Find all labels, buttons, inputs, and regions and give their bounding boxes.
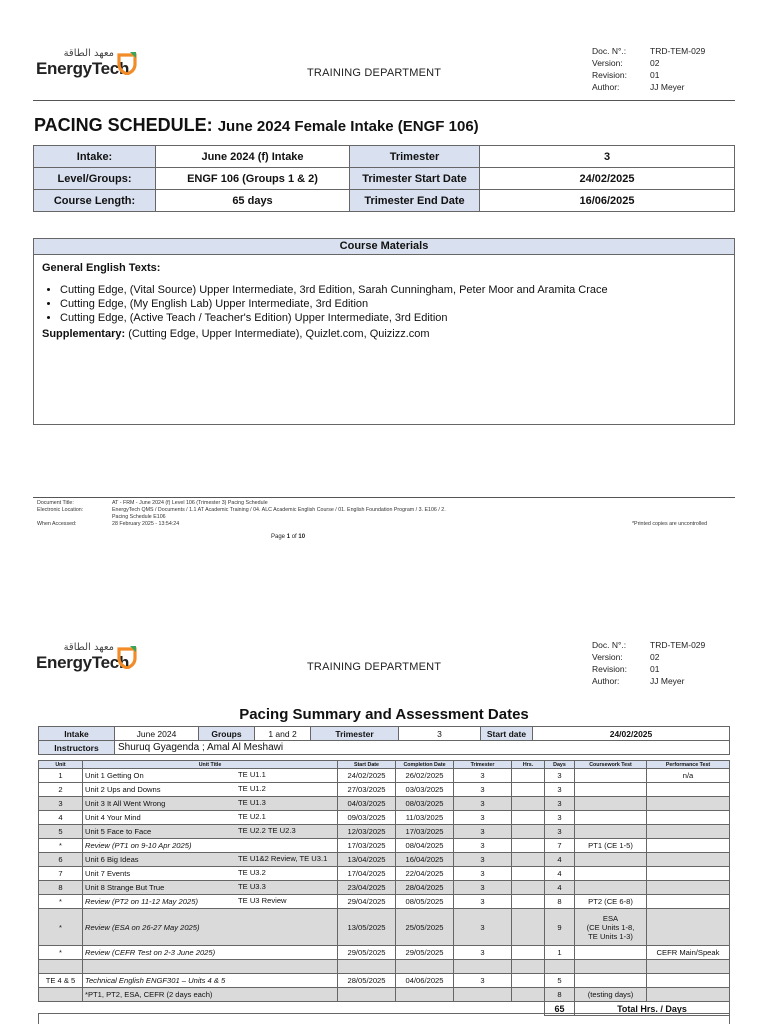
unit-cell: * <box>39 895 83 909</box>
days-cell: 4 <box>545 853 575 867</box>
doc-meta <box>592 46 730 92</box>
hours-cell <box>512 797 545 811</box>
hours-cell <box>512 867 545 881</box>
unit-title: Review (PT2 on 11-12 May 2025) <box>85 897 198 906</box>
column-header: Unit <box>39 761 83 769</box>
trimester-cell: 3 <box>454 839 512 853</box>
trimester-cell: 3 <box>454 909 512 946</box>
days-cell: 4 <box>545 881 575 895</box>
unit-title: Unit 1 Getting On <box>85 771 144 780</box>
trimester-label: Trimester <box>350 146 480 168</box>
unit-title: Unit 8 Strange But True <box>85 883 165 892</box>
start-date-cell <box>338 960 396 974</box>
start-date-cell: 28/05/2025 <box>338 974 396 988</box>
supplementary-label: Supplementary: <box>42 328 126 340</box>
unit-cell: 8 <box>39 881 83 895</box>
start-date-cell: 17/03/2025 <box>338 839 396 853</box>
meta-label: Doc. N°.: <box>592 640 627 650</box>
teacher-edition-ref: TE U1.2 <box>238 784 266 793</box>
column-header: Performance Test <box>647 761 730 769</box>
footer-label: When Accessed: <box>37 521 77 527</box>
performance-test-cell <box>647 811 730 825</box>
footer-label: Document Title: <box>37 500 74 506</box>
page-title <box>34 115 479 136</box>
unit-title-cell <box>83 769 338 783</box>
meta-value: JJ Meyer <box>650 676 685 686</box>
course-length-label: Course Length: <box>34 190 156 212</box>
performance-test-cell <box>647 974 730 988</box>
table-row <box>39 988 730 1002</box>
unit-cell: 1 <box>39 769 83 783</box>
coursework-test-cell <box>575 797 647 811</box>
table-row <box>39 895 730 909</box>
table-row <box>39 839 730 853</box>
trimester-cell: 3 <box>454 895 512 909</box>
unit-cell: 5 <box>39 825 83 839</box>
meta-label: Doc. N°.: <box>592 46 627 56</box>
department-title: TRAINING DEPARTMENT <box>307 67 442 79</box>
completion-date-cell: 08/05/2025 <box>396 895 454 909</box>
unit-title-cell <box>83 988 338 1002</box>
intake-label: Intake: <box>34 146 156 168</box>
doc-meta <box>592 640 730 686</box>
intake-value: June 2024 <box>115 727 199 741</box>
start-date-label: Start date <box>481 727 533 741</box>
unit-title: Unit 3 It All Went Wrong <box>85 799 166 808</box>
course-materials-body <box>33 255 735 425</box>
coursework-test-cell <box>575 881 647 895</box>
unit-title: Review (CEFR Test on 2-3 June 2025) <box>85 948 216 957</box>
level-label: Level/Groups: <box>34 168 156 190</box>
footer-accessed: 28 February 2025 - 13:54:24 <box>112 521 180 527</box>
trimester-cell: 3 <box>454 867 512 881</box>
schedule-bottom-box <box>38 1013 730 1024</box>
schedule-table <box>38 760 730 1016</box>
hours-cell <box>512 909 545 946</box>
unit-title-cell <box>83 909 338 946</box>
table-row <box>39 797 730 811</box>
start-date-cell: 17/04/2025 <box>338 867 396 881</box>
unit-title-cell <box>83 974 338 988</box>
teacher-edition-ref: TE U2.1 <box>238 812 266 821</box>
footer-values <box>112 500 552 528</box>
logo <box>36 642 146 672</box>
completion-date-cell <box>396 960 454 974</box>
completion-date-cell: 29/05/2025 <box>396 946 454 960</box>
table-row <box>39 811 730 825</box>
unit-cell: * <box>39 946 83 960</box>
coursework-test-cell: ESA (CE Units 1-8, TE Units 1-3) <box>575 909 647 946</box>
pacing-summary-title: Pacing Summary and Assessment Dates <box>239 706 529 723</box>
coursework-test-cell <box>575 825 647 839</box>
performance-test-cell <box>647 960 730 974</box>
unit-title: Unit 2 Ups and Downs <box>85 785 161 794</box>
performance-test-cell <box>647 783 730 797</box>
footer-divider <box>33 497 735 498</box>
unit-title-cell <box>83 946 338 960</box>
unit-title-cell <box>83 881 338 895</box>
performance-test-cell <box>647 881 730 895</box>
meta-value: TRD-TEM-029 <box>650 640 706 650</box>
total-label: Total Hrs. / Days <box>575 1002 730 1016</box>
general-english-title: General English Texts: <box>42 262 161 274</box>
title-main: PACING SCHEDULE: <box>34 115 213 135</box>
summary-row <box>39 741 730 755</box>
logo-arabic-text: معهد الطاقة <box>63 48 114 59</box>
days-cell: 3 <box>545 769 575 783</box>
intake-label: Intake <box>39 727 115 741</box>
teacher-edition-ref: TE U3 Review <box>238 896 287 905</box>
coursework-test-cell <box>575 811 647 825</box>
hours-cell <box>512 881 545 895</box>
course-length-value: 65 days <box>156 190 350 212</box>
teacher-edition-ref: TE U1.3 <box>238 798 266 807</box>
trimester-cell: 3 <box>454 974 512 988</box>
start-date-cell: 13/05/2025 <box>338 909 396 946</box>
unit-title-cell <box>83 853 338 867</box>
coursework-test-cell <box>575 783 647 797</box>
completion-date-cell: 26/02/2025 <box>396 769 454 783</box>
column-header: Start Date <box>338 761 396 769</box>
hours-cell <box>512 895 545 909</box>
trimester-cell <box>454 960 512 974</box>
unit-title-cell <box>83 960 338 974</box>
department-title: TRAINING DEPARTMENT <box>307 661 442 673</box>
completion-date-cell: 08/04/2025 <box>396 839 454 853</box>
start-date-cell: 29/04/2025 <box>338 895 396 909</box>
meta-value: 01 <box>650 664 660 674</box>
hours-cell <box>512 988 545 1002</box>
teacher-edition-ref: TE U1&2 Review, TE U3.1 <box>238 854 328 863</box>
coursework-test-cell <box>575 769 647 783</box>
days-cell: 8 <box>545 988 575 1002</box>
unit-title: Technical English ENGF301 – Units 4 & 5 <box>85 976 226 985</box>
days-cell: 3 <box>545 797 575 811</box>
groups-value: 1 and 2 <box>255 727 311 741</box>
meta-value: TRD-TEM-029 <box>650 46 706 56</box>
unit-cell <box>39 988 83 1002</box>
days-cell: 3 <box>545 783 575 797</box>
teacher-edition-ref: TE U1.1 <box>238 770 266 779</box>
days-cell: 5 <box>545 974 575 988</box>
days-cell <box>545 960 575 974</box>
column-header: Hrs. <box>512 761 545 769</box>
completion-date-cell <box>396 988 454 1002</box>
meta-label: Version: <box>592 58 623 68</box>
performance-test-cell <box>647 853 730 867</box>
unit-cell: TE 4 & 5 <box>39 974 83 988</box>
meta-value: 01 <box>650 70 660 80</box>
hours-cell <box>512 825 545 839</box>
trimester-cell: 3 <box>454 811 512 825</box>
days-cell: 3 <box>545 825 575 839</box>
hours-cell <box>512 839 545 853</box>
unit-title-cell <box>83 867 338 881</box>
days-cell: 4 <box>545 867 575 881</box>
unit-cell: 3 <box>39 797 83 811</box>
info-row <box>34 168 735 190</box>
unit-title-cell <box>83 825 338 839</box>
logo-text: EnergyTech <box>36 59 130 78</box>
table-row <box>39 881 730 895</box>
materials-list <box>42 284 726 324</box>
performance-test-cell <box>647 797 730 811</box>
coursework-test-cell <box>575 960 647 974</box>
energytech-logo-icon <box>116 645 138 669</box>
trimester-value: 3 <box>480 146 735 168</box>
completion-date-cell: 08/03/2025 <box>396 797 454 811</box>
unit-title-cell <box>83 797 338 811</box>
total-days: 65 <box>545 1002 575 1016</box>
column-header: Completion Date <box>396 761 454 769</box>
performance-test-cell <box>647 867 730 881</box>
performance-test-cell <box>647 895 730 909</box>
days-cell: 8 <box>545 895 575 909</box>
completion-date-cell: 17/03/2025 <box>396 825 454 839</box>
hours-cell <box>512 974 545 988</box>
coursework-test-cell <box>575 946 647 960</box>
start-date-cell: 09/03/2025 <box>338 811 396 825</box>
page-current: 1 <box>286 534 291 540</box>
coursework-test-cell <box>575 853 647 867</box>
days-cell: 9 <box>545 909 575 946</box>
unit-cell <box>39 960 83 974</box>
start-date-cell: 29/05/2025 <box>338 946 396 960</box>
energytech-logo-icon <box>116 51 138 75</box>
meta-label: Revision: <box>592 70 627 80</box>
unit-title-cell <box>83 811 338 825</box>
footer-label: Electronic Location: <box>37 507 84 513</box>
pacing-summary-table <box>38 726 730 755</box>
info-row <box>34 146 735 168</box>
table-row <box>39 960 730 974</box>
list-item: • Cutting Edge, (My English Lab) Upper Intermediate, 3rd Edition <box>60 298 726 310</box>
performance-test-cell <box>647 839 730 853</box>
table-row <box>39 853 730 867</box>
meta-label: Revision: <box>592 664 627 674</box>
trimester-cell: 3 <box>454 783 512 797</box>
trimester-cell: 3 <box>454 797 512 811</box>
uncontrolled-note: *Printed copies are uncontrolled <box>632 521 708 527</box>
instructors-value: Shuruq Gyagenda ; Amal Al Meshawi <box>115 741 730 755</box>
teacher-edition-ref: TE U3.3 <box>238 882 266 891</box>
meta-label: Version: <box>592 652 623 662</box>
trimester-cell: 3 <box>454 881 512 895</box>
meta-value: JJ Meyer <box>650 82 685 92</box>
trimester-cell <box>454 988 512 1002</box>
trimester-cell: 3 <box>454 769 512 783</box>
end-date-value: 16/06/2025 <box>480 190 735 212</box>
unit-title: Unit 6 Big Ideas <box>85 855 139 864</box>
hours-cell <box>512 960 545 974</box>
table-row <box>39 974 730 988</box>
coursework-test-cell: PT1 (CE 1-5) <box>575 839 647 853</box>
performance-test-cell: CEFR Main/Speak <box>647 946 730 960</box>
page-prefix: Page <box>271 534 287 540</box>
summary-row <box>39 727 730 741</box>
supplementary <box>42 328 726 340</box>
footer-labels <box>37 500 112 528</box>
start-date-value: 24/02/2025 <box>480 168 735 190</box>
unit-title: *PT1, PT2, ESA, CEFR (2 days each) <box>85 990 213 999</box>
instructors-label: Instructors <box>39 741 115 755</box>
coursework-test-cell: PT2 (CE 6-8) <box>575 895 647 909</box>
completion-date-cell: 11/03/2025 <box>396 811 454 825</box>
trimester-cell: 3 <box>454 825 512 839</box>
page-total: 10 <box>298 534 306 540</box>
trimester-cell: 3 <box>454 946 512 960</box>
unit-title-cell <box>83 839 338 853</box>
header-divider <box>33 100 735 101</box>
unit-cell: 2 <box>39 783 83 797</box>
hours-cell <box>512 811 545 825</box>
course-materials-heading: Course Materials <box>33 238 735 255</box>
unit-cell: 6 <box>39 853 83 867</box>
column-header: Days <box>545 761 575 769</box>
meta-value: 02 <box>650 652 660 662</box>
completion-date-cell: 28/04/2025 <box>396 881 454 895</box>
unit-title: Review (ESA on 26-27 May 2025) <box>85 922 200 932</box>
table-row <box>39 769 730 783</box>
performance-test-cell: n/a <box>647 769 730 783</box>
table-row <box>39 825 730 839</box>
meta-value: 02 <box>650 58 660 68</box>
column-header: Trimester <box>454 761 512 769</box>
unit-cell: * <box>39 839 83 853</box>
footer-doc-title: AT - FRM - June 2024 (f) Level 106 (Trimester 3) Pacing Schedule <box>112 500 268 506</box>
completion-date-cell: 03/03/2025 <box>396 783 454 797</box>
table-row <box>39 783 730 797</box>
days-cell: 1 <box>545 946 575 960</box>
teacher-edition-ref: TE U3.2 <box>238 868 266 877</box>
unit-cell: 7 <box>39 867 83 881</box>
meta-label: Author: <box>592 82 620 92</box>
trimester-cell: 3 <box>454 853 512 867</box>
completion-date-cell: 16/04/2025 <box>396 853 454 867</box>
start-date-label: Trimester Start Date <box>350 168 480 190</box>
column-header: Coursework Test <box>575 761 647 769</box>
hours-cell <box>512 853 545 867</box>
table-row <box>39 909 730 946</box>
footer-location-cont: Pacing Schedule E106 <box>112 514 166 520</box>
completion-date-cell: 25/05/2025 <box>396 909 454 946</box>
start-date-cell <box>338 988 396 1002</box>
days-cell: 3 <box>545 811 575 825</box>
trimester-label: Trimester <box>311 727 399 741</box>
unit-title: Review (PT1 on 9-10 Apr 2025) <box>85 841 192 850</box>
unit-cell: 4 <box>39 811 83 825</box>
unit-title: Unit 7 Events <box>85 869 131 878</box>
completion-date-cell: 22/04/2025 <box>396 867 454 881</box>
table-row <box>39 946 730 960</box>
column-header: Unit Title <box>83 761 338 769</box>
performance-test-cell <box>647 909 730 946</box>
logo <box>36 48 146 78</box>
table-row <box>39 867 730 881</box>
supplementary-text: (Cutting Edge, Upper Intermediate), Quizlet.com, Quizizz.com <box>125 328 430 340</box>
teacher-edition-ref: TE U2.2 TE U2.3 <box>238 826 296 835</box>
start-date-cell: 12/03/2025 <box>338 825 396 839</box>
start-date-cell: 27/03/2025 <box>338 783 396 797</box>
performance-test-cell <box>647 988 730 1002</box>
hours-cell <box>512 946 545 960</box>
schedule-header-row <box>39 761 730 769</box>
title-sub: June 2024 Female Intake (ENGF 106) <box>217 118 479 135</box>
unit-title-cell <box>83 783 338 797</box>
unit-title-cell <box>83 895 338 909</box>
start-date-value: 24/02/2025 <box>533 727 730 741</box>
logo-text: EnergyTech <box>36 653 130 672</box>
coursework-test-cell: (testing days) <box>575 988 647 1002</box>
list-item: • Cutting Edge, (Vital Source) Upper Intermediate, 3rd Edition, Sarah Cunningham, Peter Moor and Aramita Crace <box>60 284 726 296</box>
unit-title: Unit 4 Your Mind <box>85 813 141 822</box>
start-date-cell: 23/04/2025 <box>338 881 396 895</box>
list-item: • Cutting Edge, (Active Teach / Teacher's Edition) Upper Intermediate, 3rd Edition <box>60 312 726 324</box>
groups-label: Groups <box>199 727 255 741</box>
completion-date-cell: 04/06/2025 <box>396 974 454 988</box>
trimester-value: 3 <box>399 727 481 741</box>
info-row <box>34 190 735 212</box>
end-date-label: Trimester End Date <box>350 190 480 212</box>
coursework-test-cell <box>575 974 647 988</box>
page-number <box>271 534 305 540</box>
start-date-cell: 04/03/2025 <box>338 797 396 811</box>
start-date-cell: 24/02/2025 <box>338 769 396 783</box>
course-materials <box>33 238 735 425</box>
unit-cell: * <box>39 909 83 946</box>
start-date-cell: 13/04/2025 <box>338 853 396 867</box>
page-of: of <box>290 534 299 540</box>
hours-cell <box>512 783 545 797</box>
performance-test-cell <box>647 825 730 839</box>
intake-info-table <box>33 145 735 212</box>
coursework-test-cell <box>575 867 647 881</box>
hours-cell <box>512 769 545 783</box>
intake-value: June 2024 (f) Intake <box>156 146 350 168</box>
logo-arabic-text: معهد الطاقة <box>63 642 114 653</box>
days-cell: 7 <box>545 839 575 853</box>
footer-location: EnergyTech QMS / Documents / 1.1 AT Academic Training / 04. ALC Academic English Course / 01. English Foundation Program / 3. E106 / 2. <box>112 507 446 513</box>
meta-label: Author: <box>592 676 620 686</box>
level-value: ENGF 106 (Groups 1 & 2) <box>156 168 350 190</box>
unit-title: Unit 5 Face to Face <box>85 827 152 836</box>
